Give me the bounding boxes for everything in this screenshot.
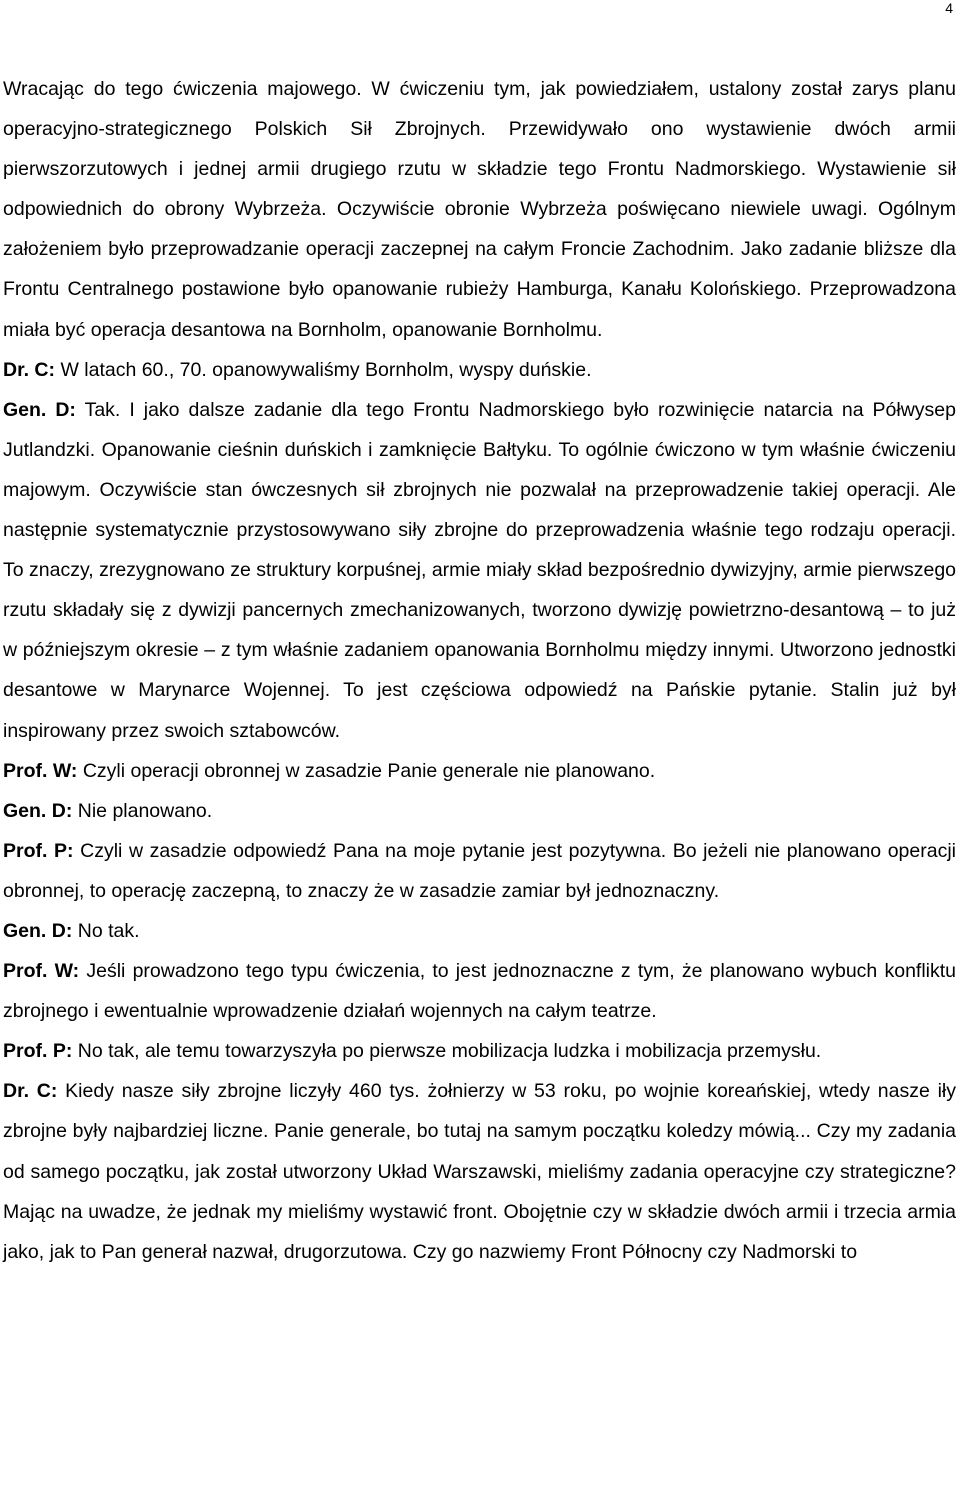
paragraph <box>3 951 956 1031</box>
paragraph-text: Czyli operacji obronnej w zasadzie Panie generale nie planowano. <box>82 759 656 782</box>
speaker-label: Dr. C: <box>3 1080 58 1103</box>
page-number: 4 <box>945 0 953 16</box>
paragraph <box>3 1031 956 1071</box>
paragraph-text: No tak, ale temu towarzyszyła po pierwsze mobilizacja ludzka i mobilizacja przemysłu. <box>77 1040 822 1063</box>
paragraph-text: Tak. I jako dalsze zadanie dla tego Frontu Nadmorskiego było rozwinięcie natarcia na Półwysep Jutlandzki. Opanowanie cieśnin duńskich i zamknięcie Bałtyku. To ogólnie ćwiczono w tym właśnie ćwiczeniu majowym. Oczywiście stan ówczesnych sił zbrojnych nie pozwalał na przeprowadzenie takiej operacji. Ale następnie systematycznie przystosowywano siły zbrojne do przeprowadzenia właśnie tego rodzaju operacji. To znaczy, zrezygnowano ze struktury korpuśnej, armie miały skład bezpośrednio dywizyjny, armie pierwszego rzutu składały się z dywizji pancernych zmechanizowanych, tworzono dywizję powietrzno-desantową – to już w późniejszym okresie – z tym właśnie zadaniem opanowania Bornholmu między innymi. Utworzono jednostki desantowe w Marynarce Wojennej. To jest częściowa odpowiedź na Pańskie pytanie. Stalin już był inspirowany przez swoich sztabowców. <box>3 398 957 742</box>
paragraph <box>3 911 956 951</box>
paragraph <box>3 350 956 390</box>
speaker-label: Gen. D: <box>3 398 76 421</box>
speaker-label: Gen. D: <box>3 919 73 942</box>
paragraph-text: Wracając do tego ćwiczenia majowego. W ćwiczeniu tym, jak powiedziałem, ustalony został zarys planu operacyjno-strategicznego Polskich Sił Zbrojnych. Przewidywało ono wystawienie dwóch armii pierwszorzutowych i jednej armii drugiego rzutu w składzie tego Frontu Nadmorskiego. Wystawienie sił odpowiednich do obrony Wybrzeża. Oczywiście obronie Wybrzeża poświęcano niewiele uwagi. Ogólnym założeniem było przeprowadzanie operacji zaczepnej na całym Froncie Zachodnim. Jako zadanie bliższe dla Frontu Centralnego postawione było opanowanie rubieży Hamburga, Kanału Kolońskiego. Przeprowadzona miała być operacja desantowa na Bornholm, opanowanie Bornholmu. <box>3 78 956 341</box>
paragraph-text: Jeśli prowadzono tego typu ćwiczenia, to jest jednoznaczne z tym, że planowano wybuch konfliktu zbrojnego i ewentualnie wprowadzenie działań wojennych na całym teatrze. <box>3 960 957 1023</box>
speaker-label: Prof. W: <box>3 759 78 782</box>
paragraph-text: Nie planowano. <box>77 799 213 822</box>
speaker-label: Prof. W: <box>3 960 80 983</box>
paragraph-text: Kiedy nasze siły zbrojne liczyły 460 tys. żołnierzy w 53 roku, po wojnie koreańskiej, wtedy nasze iły zbrojne były najbardziej liczne. Panie generale, bo tutaj na samym początku koledzy mówią... Czy my zadania od samego początku, jak został utworzony Układ Warszawski, mieliśmy zadania operacyjne czy strategiczne? Mając na uwadze, że jednak my mieliśmy wystawić front. Obojętnie czy w składzie dwóch armii i trzecia armia jako, jak to Pan generał nazwał, drugorzutowa. Czy go nazwiemy Front Północny czy Nadmorski to <box>3 1080 956 1263</box>
paragraph <box>3 69 956 350</box>
paragraph <box>3 791 956 831</box>
speaker-label: Gen. D: <box>3 799 73 822</box>
paragraph <box>3 390 956 751</box>
speaker-label: Prof. P: <box>3 1040 73 1063</box>
paragraph-text: W latach 60., 70. opanowywaliśmy Bornholm, wyspy duńskie. <box>60 358 592 381</box>
paragraph <box>3 831 956 911</box>
transcript-body <box>3 69 956 1272</box>
speaker-label: Dr. C: <box>3 358 56 381</box>
paragraph-text: No tak. <box>77 919 140 942</box>
paragraph-text: Czyli w zasadzie odpowiedź Pana na moje pytanie jest pozytywna. Bo jeżeli nie planowano operacji obronnej, to operację zaczepną, to znaczy że w zasadzie zamiar był jednoznaczny. <box>3 839 957 902</box>
paragraph <box>3 1071 956 1271</box>
paragraph <box>3 751 956 791</box>
speaker-label: Prof. P: <box>3 839 74 862</box>
